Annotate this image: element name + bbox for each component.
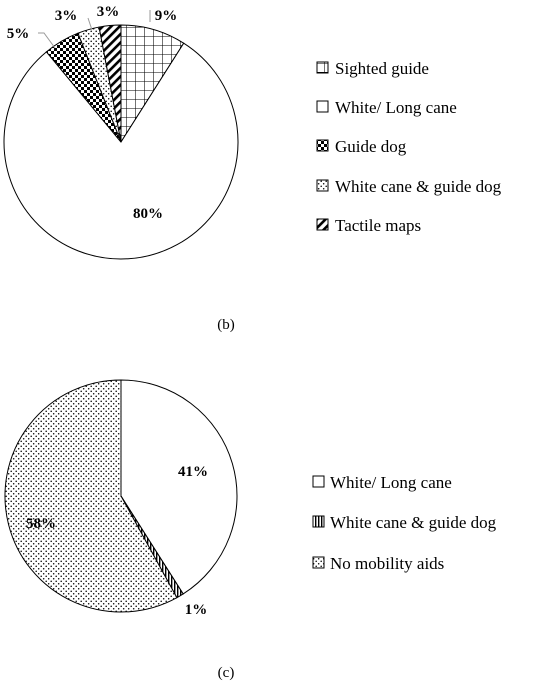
legend-swatch-long-cane-c xyxy=(313,476,324,487)
data-label-guide-dog: 5% xyxy=(6,26,30,42)
legend-label-sighted-guide: Sighted guide xyxy=(335,59,429,78)
legend-label-no-aids-c: No mobility aids xyxy=(330,554,445,573)
legend-swatch-cane-and-dog-c xyxy=(313,516,324,527)
legend-swatch-sighted-guide xyxy=(317,62,328,73)
legend-label-cane-and-dog-c: White cane & guide dog xyxy=(330,513,497,532)
data-label-cane-and-dog: 3% xyxy=(54,8,78,24)
legend-b xyxy=(317,59,502,235)
legend-swatch-guide-dog xyxy=(317,140,328,151)
caption-b: (b) xyxy=(217,317,235,333)
legend-swatch-no-aids-c xyxy=(313,557,324,568)
pie-chart-b xyxy=(4,25,238,259)
caption-c: (c) xyxy=(217,665,235,681)
data-label-long-cane: 80% xyxy=(133,206,163,222)
legend-label-tactile-maps: Tactile maps xyxy=(335,216,422,235)
legend-label-long-cane-c: White/ Long cane xyxy=(330,473,452,492)
legend-label-guide-dog: Guide dog xyxy=(335,137,407,156)
legend-label-cane-and-dog: White cane & guide dog xyxy=(335,177,502,196)
data-label-sighted-guide: 9% xyxy=(154,8,178,24)
legend-label-long-cane: White/ Long cane xyxy=(335,98,457,117)
data-label-no-aids-c: 58% xyxy=(26,516,56,532)
pie-chart-c xyxy=(5,380,237,612)
data-label-tactile-maps: 3% xyxy=(96,4,120,20)
legend-swatch-tactile-maps xyxy=(317,219,328,230)
legend-swatch-cane-and-dog xyxy=(317,180,328,191)
data-label-long-cane-c: 41% xyxy=(178,464,208,480)
legend-c xyxy=(313,473,497,573)
data-label-cane-and-dog-c: 1% xyxy=(184,602,208,618)
legend-swatch-long-cane xyxy=(317,101,328,112)
